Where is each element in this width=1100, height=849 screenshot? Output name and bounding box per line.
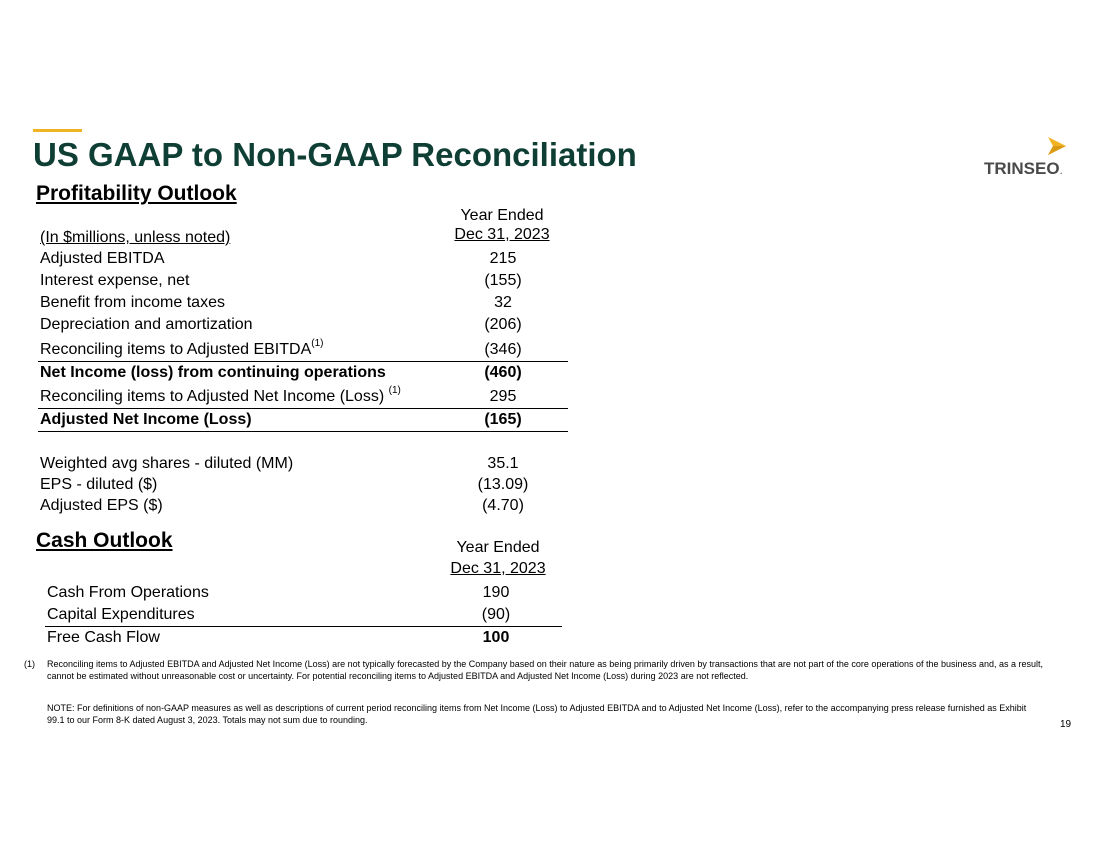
cash-heading: Cash Outlook — [36, 529, 173, 552]
row-label: Free Cash Flow — [47, 629, 160, 646]
footnote-note: NOTE: For definitions of non-GAAP measures as well as descriptions of current period reconciling items from Net Income (Loss) to Adjusted EBITDA and to Adjusted Net Income (Loss), refer to the accompanying press release furnished as Exhibit 99.1 to our Form 8-K dated August 3, 2023. Totals may not sum due to rounding. — [47, 703, 1027, 725]
table-row — [40, 455, 568, 475]
column-header-line1: Year Ended — [460, 207, 544, 224]
row-label: Capital Expenditures — [47, 606, 195, 623]
units-row — [40, 229, 568, 249]
row-label: Adjusted Net Income (Loss) — [40, 411, 252, 428]
table-row — [40, 294, 568, 314]
table-row — [47, 606, 562, 626]
table-row — [40, 338, 568, 361]
subtotal-divider — [45, 626, 562, 627]
trinseo-logo — [984, 136, 1074, 180]
row-value: (4.70) — [482, 497, 524, 514]
page-title: US GAAP to Non-GAAP Reconciliation — [33, 136, 637, 173]
table-row — [47, 629, 562, 649]
row-label: Reconciling items to Adjusted EBITDA — [40, 341, 312, 358]
table-row — [40, 476, 568, 496]
column-header-line2: Dec 31, 2023 — [450, 560, 546, 577]
row-value: 100 — [482, 629, 510, 646]
footnote-ref: (1) — [311, 338, 324, 349]
row-label: Cash From Operations — [47, 584, 209, 601]
table-row — [40, 250, 568, 270]
logo-wordmark — [984, 159, 1063, 179]
row-label: Adjusted EBITDA — [40, 250, 165, 267]
table-row — [40, 364, 568, 384]
row-value: 295 — [489, 388, 517, 405]
row-label: Adjusted EPS ($) — [40, 497, 163, 514]
column-header-line2: Dec 31, 2023 — [454, 226, 550, 243]
subtotal-divider — [38, 408, 568, 409]
title-accent-bar — [33, 129, 82, 132]
row-value: 35.1 — [487, 455, 519, 472]
row-label: Net Income (loss) from continuing operations — [40, 364, 386, 381]
row-value: (206) — [484, 316, 522, 333]
total-divider — [38, 431, 568, 432]
table-row — [40, 385, 568, 408]
row-label: EPS - diluted ($) — [40, 476, 158, 493]
cash-column-header — [440, 539, 556, 578]
row-label: Depreciation and amortization — [40, 316, 253, 333]
row-value: (155) — [484, 272, 522, 289]
table-row — [40, 316, 568, 336]
logo-text: TRINSEO — [984, 159, 1060, 178]
table-row — [40, 411, 568, 431]
row-label: Benefit from income taxes — [40, 294, 225, 311]
row-value: 32 — [494, 294, 512, 311]
units-label: (In $millions, unless noted) — [40, 229, 231, 246]
table-row — [40, 272, 568, 292]
logo-dot: . — [1059, 165, 1063, 177]
row-value: 190 — [482, 584, 510, 601]
subtotal-divider — [38, 361, 568, 362]
table-row — [47, 584, 562, 604]
row-value: (346) — [484, 341, 522, 358]
page-number: 19 — [1060, 719, 1072, 730]
profitability-heading: Profitability Outlook — [36, 182, 237, 205]
row-label: Reconciling items to Adjusted Net Income (Loss) — [40, 388, 389, 405]
row-label: Interest expense, net — [40, 272, 190, 289]
table-row — [40, 497, 568, 517]
row-label: Weighted avg shares - diluted (MM) — [40, 455, 294, 472]
chevron-arrow-icon — [1046, 136, 1068, 156]
column-header-line1: Year Ended — [456, 539, 540, 556]
footnote-marker: (1) — [24, 659, 35, 669]
row-value: (13.09) — [477, 476, 529, 493]
row-value: (165) — [484, 411, 522, 428]
row-value: 215 — [489, 250, 517, 267]
row-value: (460) — [484, 364, 522, 381]
footnote-ref: (1) — [388, 385, 401, 396]
footnote-text: Reconciling items to Adjusted EBITDA and Adjusted Net Income (Loss) are not typically forecasted by the Company based on their nature as being primarily driven by transactions that are not part of the core operations of the business and, as a result, cannot be estimated without unreasonable cost or uncertainty. For potential reconciling items to Adjusted EBITDA and Adjusted Net Income (Loss) during 2023 are not reflected. — [47, 659, 1044, 681]
row-value: (90) — [481, 606, 511, 623]
